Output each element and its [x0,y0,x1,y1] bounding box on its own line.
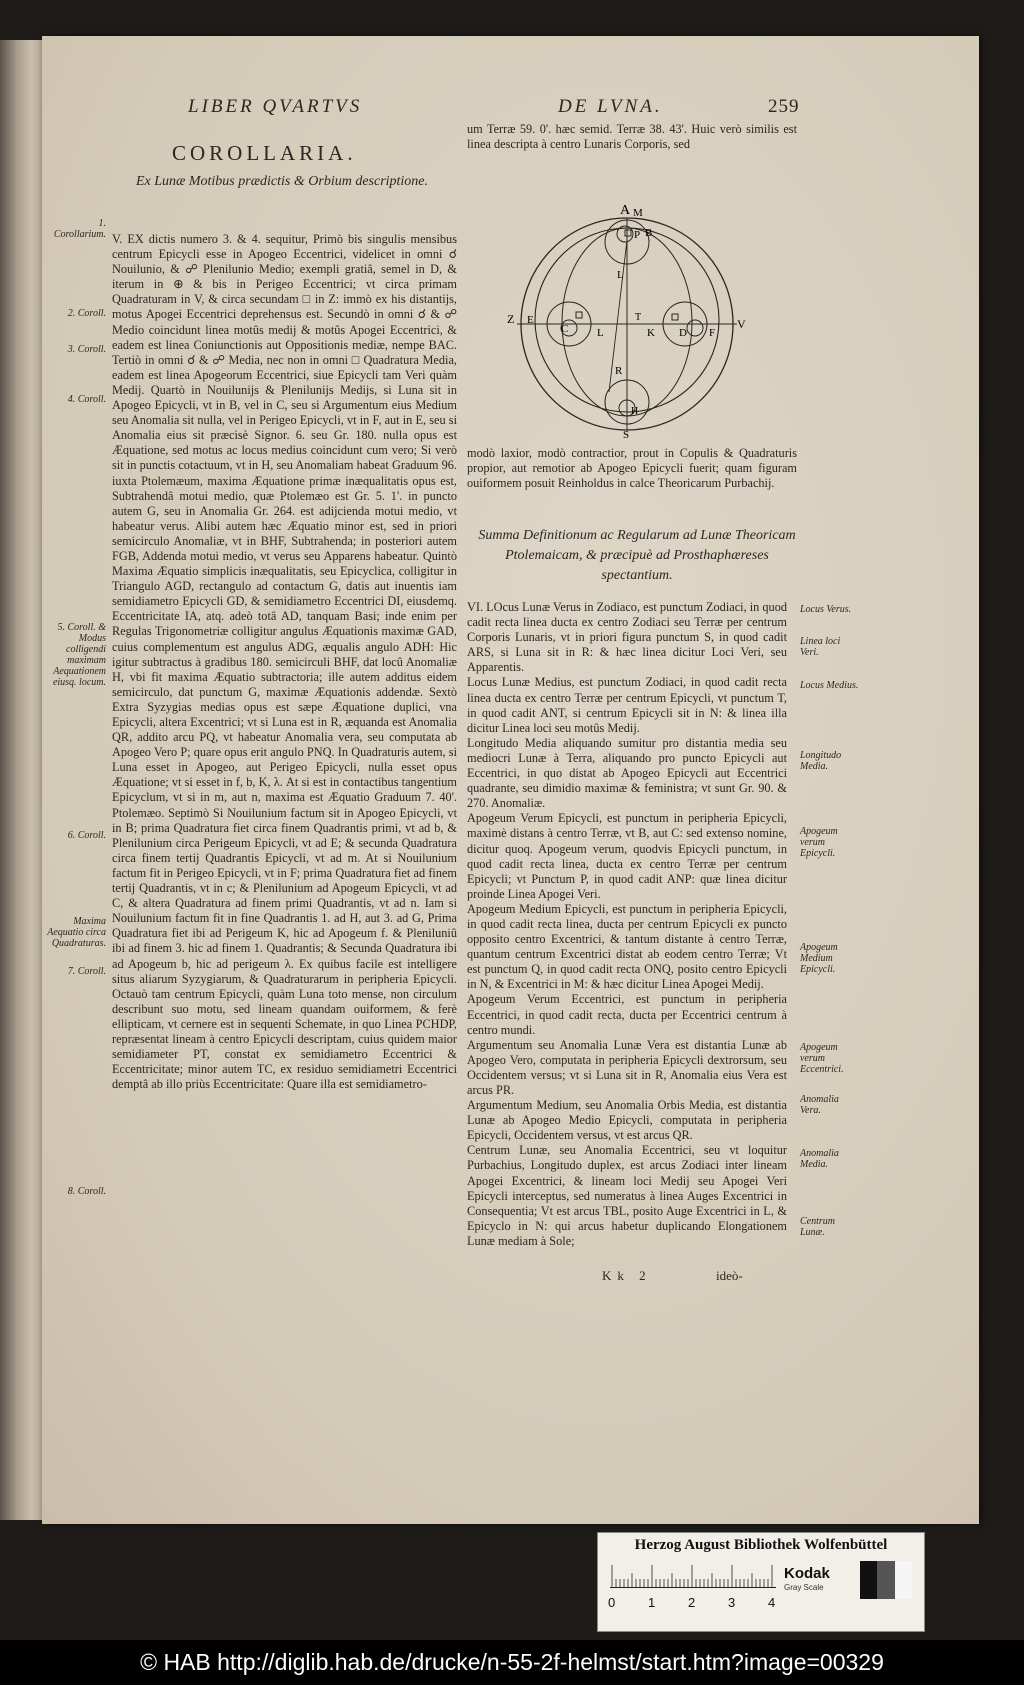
margin-note: 6. Coroll. [67,830,106,841]
signature-mark: Kk 2 [602,1268,652,1283]
definitions-heading: Summa Definitionum ac Regularum ad Lunæ Theoricam Ptolemaicam, & præcipuè ad Prosthaphæreses spectantium. [478,528,796,583]
diagram-label: T [635,312,642,323]
diagram-label: D [679,327,687,339]
page-number: 259 [768,96,800,117]
margin-note: Locus Medius. [800,680,859,691]
gray-scale-patch [860,1561,912,1599]
right-column-main-text [467,600,787,1249]
definition-paragraph: Longitudo Media aliquando sumitur pro distantia media seu mediocri Lunæ à Terra, aliquando pro puncto Epicycli aut Eccentrici, in quo distat ab Apogeo Epicycli aut Eccentrici quadrante, seu dimidio maximæ & feministra; vt sunt Gr. 90. & 270. Anomaliæ. [467,735,787,811]
kodak-logo: Kodak [784,1565,830,1582]
margin-note: Anomalia Media. [800,1148,839,1170]
margin-note: Apogeum Medium Epicycli. [800,942,838,975]
margin-note: Apogeum verum Eccentrici. [800,1042,844,1075]
diagram-label: H [631,406,639,417]
diagram-label: F [709,327,716,339]
margin-note: Centrum Lunæ. [800,1216,835,1238]
margin-note: 2. Coroll. [67,308,106,319]
right-column-top-text: um Terræ 59. 0'. hæc semid. Terræ 38. 43'. Huic verò similis est linea descripta à centro Lunaris Corporis, sed [467,122,797,152]
margin-note: Apogeum verum Epicycli. [800,826,838,859]
ruler-tick-label: 2 [688,1595,696,1610]
scale-ruler [610,1563,776,1588]
facing-page-edge [0,40,42,1520]
margin-note: 7. Coroll. [67,966,106,977]
margin-note: 8. Coroll. [67,1186,106,1197]
diagram-label: R [615,365,623,377]
running-head-right: DE LVNA. [558,96,663,117]
lunar-orbit-diagram [497,202,767,442]
diagram-label: E [527,314,534,326]
margin-note: 1. Corollarium. [53,218,106,240]
definition-paragraph: Apogeum Verum Eccentrici, est punctum in peripheria Eccentrici, in quod cadit recta, ducta per Eccentrici centrum à centro mundi. [467,992,787,1037]
definition-paragraph: Argumentum seu Anomalia Lunæ Vera est distantia Lunæ ab Apogeo Vero, computata in peripheria Epicycli dextrorsum, seu Occidentem versus; vt si Luna sit in R, Anomalia eius Vera est arcus PR. [467,1037,787,1097]
left-column-paragraph: V. EX dictis numero 3. & 4. sequitur, Primò bis singulis mensibus centrum Epicycli esse in Apogeo Eccentrici, videlicet in omni ☌ Nouilunio, & ☍ Plenilunio Medio; exempli gratiâ, semel in D, & iterum in ⊕ & bis in Perigeo Eccentrici; vt circa primam Quadraturam in V, & circa secundam □ in Z: immò ex his distantijs, motus Apogei Eccentrici deprehensus est. Secundò in omni ☌ & ☍ Medio coincidunt linea motûs medij & motûs Apogei Eccentrici, & eadem est linea Coniunctionis aut Oppositionis mediæ, nempe BAC. Tertiò in omni ☌ & ☍ Media, nec non in omni □ Quadratura Media, eadem est linea Apogeorum Eccentrici, siue Epicycli tam Veri quàm Medij. Quartò in Nouilunijs & Plenilunijs Medijs, si Luna sit in Apogeo Epicycli, vt in B, vel in C, seu si Argumentum eius Medium seu Anomalia sit nulla, vel in Perigeo Epicycli, vt in F, aut in E, seu si Anomalia eius sit præcisè Signor. 6. seu Gr. 180. nulla opus est Æquatione, sed motus ac locus medius coincidunt cum vero; Si verò sit in punctis cotactuum, vt in H, seu Anomaliam habeat Graduum 96. iuxta Ptolemæum, maxima Æquatione primæ inæqualitatis opus est, Subtrahendâ motui medio, quæ Ptolemæo est Gr. 5. 1'. in puncto autem G, seu in Anomalia Gr. 264. est adijcienda motui medio, vt habeatur verus. Alibi autem hæc Æquatio minor est, sed in priori semicirculo Anomaliæ, vt in BHF, Subtrahenda; in posteriori autem FGB, Addenda motui medio, vt verus seu Apparens habeatur. Quintò Maxima Æquatio simplicis inæqualitatis, seu Epicyclica, colligitur in Triangulo AGD, rectangulo ad contactum G, datis aut inuentis iam semidiametro Epicycli GD, & semidiametro Eccentrici DI, eiusdemq. Eccentricitate IA, atq. adeò totâ AD, tanquam Basi; inde enim per Regulas Trigonometriæ colligitur angulus Æquationis maximæ GAD, cuius complementum est angulus ADG, æqualis angulo ADH: Hic igitur subtractus à gradibus 180. semicirculi BHF, dat locû Anomaliæ H, vbi fit maxima Æquatio subtractoria; ille autem additus eidem semicirculo, dat punctum G, maximæ Æquationis addendæ. Sextò Extra Syzygias medias opus est sæpe Æquatione duplici, vna Epicycli, altera Excentrici; vt si Luna est in R, æquanda est Anomalia QR, addito arcu PQ, vt habeatur Anomalia vera, seu computata ab Apogeo Vero P; quare opus erit angulo PNQ. In Quadraturis autem, si Luna esset in Apogeo, aut Perigeo Epicycli, nulla esset opus Æquatione; vt si esset in f, b, K, λ. At si est in contactibus tangentium Epicyclum, vt si in m, aut n, maxima est Æquatio Graduum 7. 40'. Ptolemæo. Septimò Si Nouilunium factum sit in Apogeo Epicycli, vt in B; prima Quadratura fiet circa finem Quadrantis primi, vt ad b, & Plenilunium circa Perigeum Epicycli, vt ad E; & secunda Quadratura circa finem tertij Quadrantis Epicycli, vt ad m. At si Nouilunium factum fit in Perigeo Epicycli, vt in F; prima Quadratura fiet ad finem tertij Quadrantis, vt in c; & Plenilunium ad Apogeum Epicycli, vt ad C, & altera Quadratura ad finem primi Quadrantis, vt ad n. Iam si Nouilunium factum fit in fine Quadrantis 1. ad H, aut 3. ad G, Prima Quadratura fiet ibi ad Perigeum K, hic ad Apogeum f. & Pleniluniû ibi ad finem 3. hic ad finem 1. Quadrantis; & Secunda Quadratura ibi ad Apogeum b, hic ad perigeum λ. Ex quibus facile est intelligere situs aliarum Syzygiarum, & Quadraturarum in peripheria Epicycli. Octauò tam centrum Epicycli, quàm Luna toto mense, non circulum describunt suo motu, sed lineam quandam ouiformem, & ferè ellipticam, vt cernere est in sequenti Schemate, in quo Linea PCHDP, repræsentat lineam à centro Epicycli descriptam, cuius quidem maior semidiameter PT, constat ex semidiametro Eccentrici & Eccentricitate; minor autem TC, ex residuo semidiametri Eccentrici demptâ ab illo priùs Eccentricitate: Quare illa est semidiametro- [112,232,457,1092]
footer-copyright: © HAB http://diglib.hab.de/drucke/n-55-2f-helmst/start.htm?image=00329 [0,1640,1024,1685]
diagram-label: V [737,317,746,331]
library-name: Herzog August Bibliothek Wolfenbüttel [634,1537,888,1553]
diagram-label: L [597,327,604,339]
margin-note: Locus Verus. [800,604,852,615]
right-column-mid-text: modò laxior, modò contractior, prout in Copulis & Quadraturis propior, aut remotior ab Apogeo Epicycli fuerit; quam figuram ouiformem posuit Reinholdus in calce Theoricarum Purbachij. [467,446,797,491]
running-head-left: LIBER QVARTVS [188,96,363,117]
margin-note: Maxima Aequatio circa Quadraturas. [47,916,106,949]
diagram-label: Z [507,312,515,326]
definition-paragraph: Apogeum Verum Epicycli, est punctum in peripheria Epicycli, maximè distans à centro Terræ, vt B, aut C: sed extenso nomine, dicitur quoq. Apogeum verum, quodvis Epicycli punctum, in quod cadit recta linea, ducta ex centro Terræ per centrum Epicycli; vt Punctum P, in quod cadit ANP: quæ linea dicitur proinde Linea Apogei Veri. [467,811,787,901]
margin-note: Linea loci Veri. [800,636,841,658]
diagram-label: M [633,207,643,219]
margin-note: Anomalia Vera. [800,1094,839,1116]
section-title: COROLLARIA. [172,141,357,165]
diagram-label: S [623,429,630,441]
color-calibration-card [597,1532,925,1632]
ruler-tick-label: 4 [768,1595,776,1610]
diagram-label: K [647,327,655,339]
ruler-tick-label: 0 [608,1595,616,1610]
definition-paragraph: Argumentum Medium, seu Anomalia Orbis Media, est distantia Lunæ ab Apogeo Medio Epicycli, computata in peripheria Epicycli, Occidentem versus, vt est arcus QR. [467,1098,787,1143]
catchword: ideò- [716,1268,743,1283]
diagram-label: P [634,229,641,241]
ruler-tick-label: 1 [648,1595,656,1610]
definition-paragraph: Locus Lunæ Medius, est punctum Zodiaci, in quod cadit recta linea ducta ex centro Terræ per centrum Epicycli, vt punctum T, in quod cadit ANT, si centrum Epicycli sit in N: & linea illa dicitur Linea loci seu motûs Medij. [467,675,787,735]
gray-scale-label: Gray Scale [784,1583,824,1592]
definition-paragraph: VI. LOcus Lunæ Verus in Zodiaco, est punctum Zodiaci, in quod cadit recta linea ducta ex centro Zodiaci seu Terræ per centrum Corporis Lunaris, vt in priori figura punctum S, in quod cadit ARS, si Luna sit in R: & hæc linea dicitur Loci Veri, seu Apparentis. [467,600,787,675]
definition-paragraph: Apogeum Medium Epicycli, est punctum in peripheria Epicycli, in quod cadit recta linea, ducta per centrum Epicycli ex puncto opposito centro Excentrici, & tantum distante à centro Terræ, quantum centrum Excentrici distat ab eodem centro Terræ; Vt est punctum Q, in quod cadit recta ONQ, posito centro Epicycli in N, & Excentrici in M: & hæc dicitur Linea Apogei Medij. [467,901,787,992]
margin-note: 5. Coroll. & Modus colligendi maximam Aequationem eiusq. locum. [52,622,106,688]
diagram-label: C [561,323,569,335]
book-page [42,36,979,1524]
diagram-label: B [645,227,653,239]
diagram-label: A [620,203,631,218]
diagram-label: L [617,269,624,281]
margin-note: 4. Coroll. [67,394,106,405]
margin-note: 3. Coroll. [67,344,106,355]
definition-paragraph: Centrum Lunæ, seu Anomalia Eccentrici, seu vt loquitur Purbachius, Longitudo duplex, est arcus Zodiaci inter lineam Apogei Excentrici, & lineam loci Medij seu Apogei Veri Epicycli interceptus, sed numeratus à linea Auges Excentrici in Consequentia; Vt est arcus TBL, posito Auge Excentrici in L, & Epicyclo in N: qui arcus habetur duplicando Elongationem Lunæ mediam à Sole; [467,1143,787,1248]
margin-note: Longitudo Media. [800,750,842,772]
section-subtitle: Ex Lunæ Motibus prædictis & Orbium descriptione. [135,174,429,189]
ruler-tick-label: 3 [728,1595,736,1610]
left-column-text [112,232,457,1092]
